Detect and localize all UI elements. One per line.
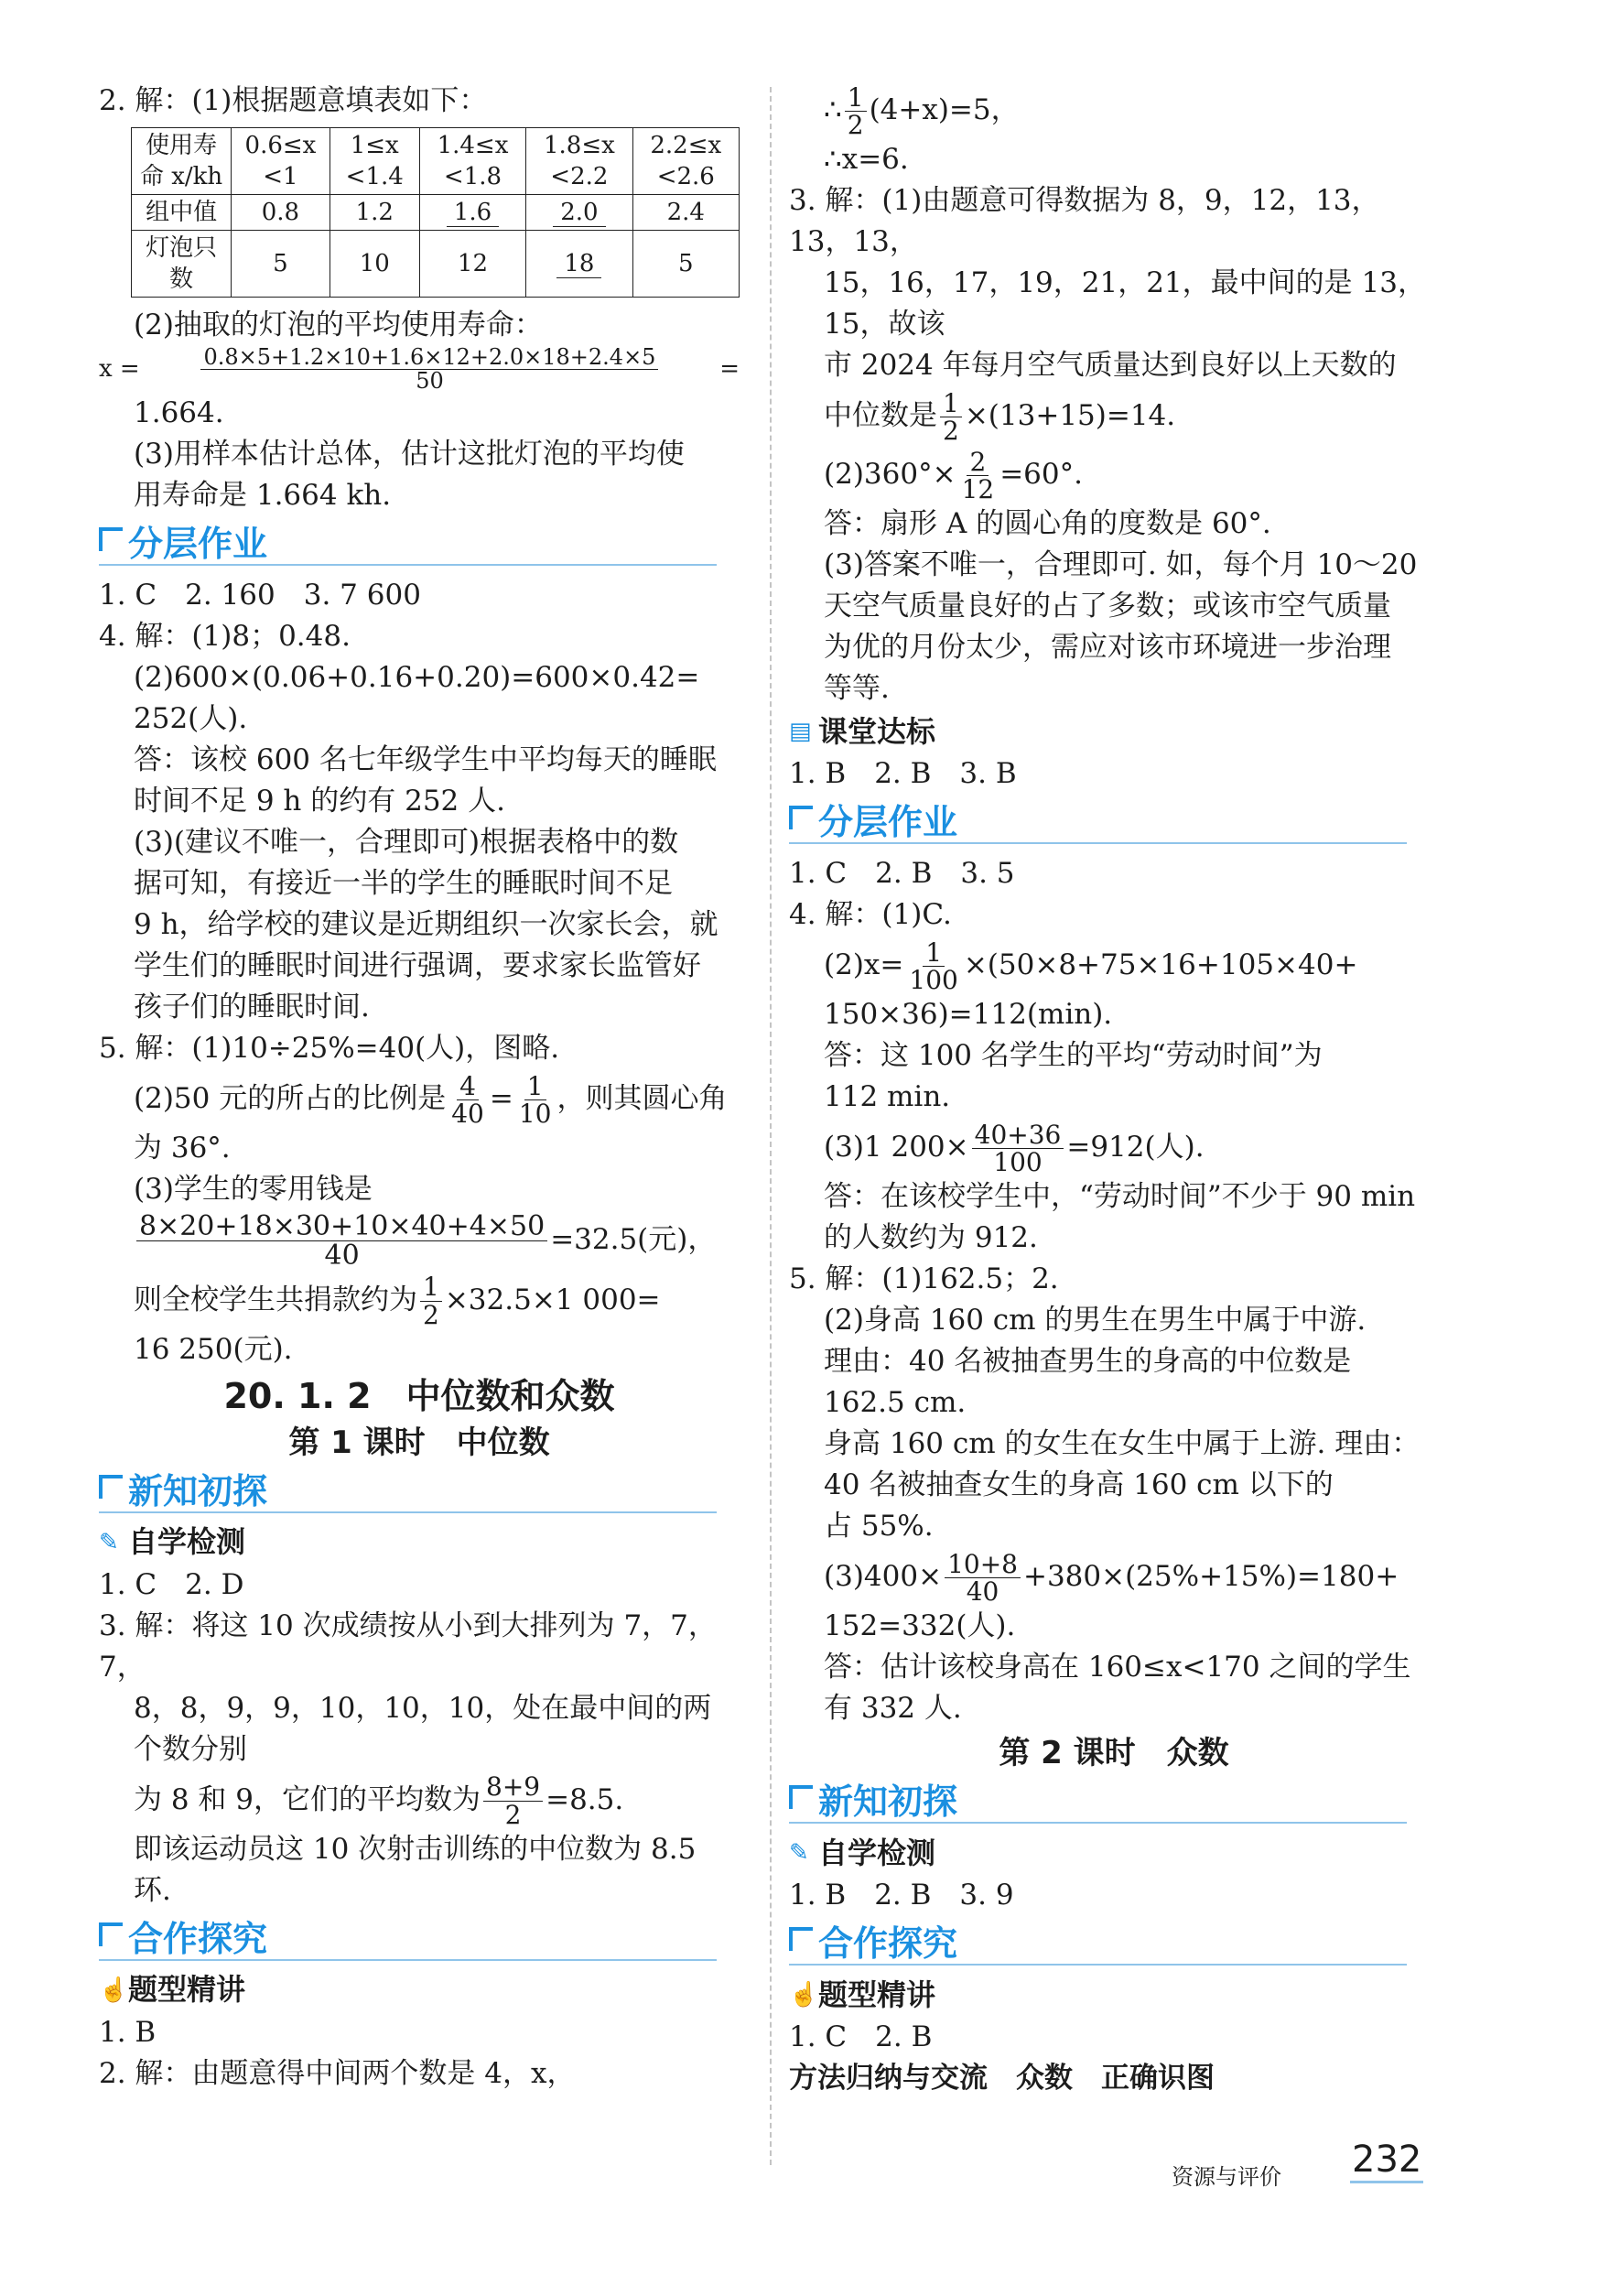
table-row [132,195,740,231]
section-heading [789,1920,1407,1966]
denominator: 2 [943,416,959,446]
text-line: 身高 160 cm 的女生在女生中属于上游. 理由： [824,1427,1421,1460]
text-line: 用寿命是 1.664 kh. [134,479,392,513]
table-cell: 组中值 [132,195,232,231]
text-line: (3)答案不唯一，合理即可. 如，每个月 10～20 [824,548,1418,581]
formula-line [99,1771,740,1829]
section-heading [99,520,717,566]
fraction [940,387,962,446]
text-line: 答：该校 600 名七年级学生中平均每天的睡眠 [134,743,717,777]
text-line: 2. 解：由题意得中间两个数是 4，x， [99,2056,576,2090]
text-line: 为 36°. [134,1132,231,1165]
text-line: (2)身高 160 cm 的男生在男生中属于中游. [824,1304,1367,1337]
table-cell: 灯泡只数 [132,231,232,298]
table-cell [526,195,632,231]
denominator: 2 [423,1299,439,1330]
footer-label: 资源与评价 [1172,2164,1281,2190]
right-column [789,81,1439,2099]
table-cell: 0.8 [232,195,330,231]
table-cell: 2.4 [632,195,739,231]
pencil-icon: ✎ [99,1528,119,1556]
column-divider [770,87,772,2165]
text-line: (2)抽取的灯泡的平均使用寿命： [134,309,543,341]
table-cell [419,195,525,231]
denominator: 10 [518,1099,552,1130]
fraction [959,446,998,504]
text-line: 天空气质量良好的占了多数；或该市空气质量 [824,590,1391,623]
text-line: 1.664. [134,396,224,430]
text-line: 150×36)=112(min). [824,998,1113,1031]
table-cell: 1≤x <1.4 [330,128,419,195]
fraction [420,1273,442,1328]
text-line: 4. 解：(1)C. [789,898,952,931]
formula-rhs: = [719,355,740,384]
text-line: 为优的月份太少，需应对该市环境进一步治理 [824,631,1391,664]
text-line: 16 250(元). [134,1332,293,1366]
corner-bracket-icon [789,1927,813,1951]
denominator: 2 [847,110,864,140]
table-cell: 5 [232,231,330,298]
text-span: (2)x= [824,948,904,981]
numerator: 1 [940,390,962,417]
text-span: (2)360°× [824,458,956,491]
subsection-heading [789,1975,1439,2015]
text-line: 40 名被抽查女生的身高 160 cm 以下的 [824,1468,1334,1501]
fraction [945,1548,1021,1607]
table-cell: 5 [632,231,739,298]
numerator: 10+8 [945,1551,1021,1578]
numerator: 1 [420,1273,442,1301]
fraction [136,1209,547,1273]
answer-line: 1. B 2. B 3. B [789,757,1017,790]
hand-icon: ☝ [789,1981,819,2009]
text-line: 答：扇形 A 的圆心角的度数是 60°. [824,507,1271,540]
numerator: 0.8×5+1.2×10+1.6×12+2.0×18+2.4×5 [200,346,658,370]
text-line: 理由：40 名被抽查男生的身高的中位数是 [824,1345,1352,1378]
text-span: 中位数是 [824,399,937,432]
left-column [99,81,740,2095]
denominator: 50 [416,368,444,395]
section-title: 分层作业 [128,524,268,565]
text-line: 的人数约为 912. [824,1221,1038,1254]
formula-line [789,936,1439,994]
text-line: 112 min. [824,1080,951,1113]
text-line: (2)600×(0.06+0.16+0.20)=600×0.42= [134,661,700,695]
corner-bracket-icon [99,1922,123,1946]
subsection-heading [99,1970,740,2010]
filled-answer: 2.0 [553,199,605,227]
corner-bracket-icon [99,527,123,551]
text-span: (4+x)=5， [869,93,1020,126]
text-span: =32.5(元)， [550,1223,717,1257]
subsection-title: 题型精讲 [128,1972,246,2008]
text-line: (3)学生的零用钱是 [134,1173,373,1207]
text-span: 则全校学生共捐款约为 [134,1283,417,1316]
formula-line [789,81,1439,139]
numerator: 2 [967,449,989,476]
table-cell: 2.2≤x <2.6 [632,128,739,195]
text-line: 9 h，给学校的建议是近期组织一次家长会，就 [134,908,718,942]
answer-line: 1. C 2. B 3. 5 [789,857,1015,890]
text-line: 等等. [824,672,890,705]
table-cell: 1.2 [330,195,419,231]
formula-line [99,1069,740,1128]
text-line: 8，8，9，9，10，10，10，处在最中间的两个数分别 [134,1691,712,1766]
fraction [972,1121,1064,1176]
text-span: (3)1 200× [824,1131,969,1164]
text-line: 15，16，17，19，21，21，最中间的是 13，15，故该 [824,266,1426,341]
text-line: (3)(建议不唯一，合理即可)根据表格中的数 [134,826,679,860]
corner-bracket-icon [789,806,813,829]
fraction [516,1070,555,1130]
text-line: 152=332(人). [824,1609,1016,1642]
text-line: 孩子们的睡眠时间. [134,991,370,1024]
fraction [483,1773,543,1828]
text-line: 占 55%. [824,1510,934,1543]
formula-line [789,445,1439,504]
text-line: 3. 解：将这 10 次成绩按从小到大排列为 7，7，7， [99,1608,717,1684]
text-line: 3. 解：(1)由题意可得数据为 8，9，12，13，13，13， [789,184,1380,258]
section-heading [789,1778,1407,1824]
text-line: 162.5 cm. [824,1386,967,1419]
answer-line: 1. C 2. D [99,1567,244,1601]
text-span: +380×(25%+15%)=180+ [1022,1560,1399,1593]
numerator: 1 [845,84,867,112]
text-line: 市 2024 年每月空气质量达到良好以上天数的 [824,349,1397,382]
subsection-heading [99,1522,740,1563]
subsection-title: 自学检测 [128,1524,246,1560]
text-line: 5. 解：(1)162.5；2. [789,1262,1059,1295]
lesson-subtitle: 第 1 课时 中位数 [288,1424,550,1461]
text-span: ，则其圆心角 [556,1082,728,1116]
denominator: 100 [993,1147,1043,1177]
text-line: 答：这 100 名学生的平均“劳动时间”为 [824,1039,1323,1072]
denominator: 40 [451,1099,484,1130]
subsection-title: 自学检测 [818,1835,936,1870]
lesson-subtitle: 第 2 课时 众数 [999,1735,1229,1771]
numerator: 4 [457,1073,479,1100]
text-span: =8.5. [546,1782,624,1816]
denominator: 12 [961,474,995,504]
text-line: 4. 解：(1)8；0.48. [99,620,351,654]
text-span: (2)50 元的所占的比例是 [134,1082,447,1116]
formula-lhs: x = [99,355,140,384]
numerator: 1 [524,1073,546,1100]
corner-bracket-icon [99,1475,123,1499]
answer-line: 1. C 2. B [789,2020,933,2053]
corner-bracket-icon [789,1785,813,1809]
table-cell: 12 [419,231,525,298]
section-heading [99,1915,717,1961]
numerator: 8×20+18×30+10×40+4×50 [136,1212,547,1242]
text-line: 252(人). [134,702,248,736]
section-title: 分层作业 [818,802,958,842]
page-number: 232 [1350,2139,1423,2183]
method-summary: 方法归纳与交流 众数 正确识图 [789,2062,1215,2095]
subsection-heading [789,711,1439,752]
lesson-title: 20. 1. 2 中位数和众数 [223,1375,615,1416]
formula-line [789,1118,1439,1176]
pencil-icon: ✎ [789,1839,809,1867]
text-line: 答：在该校学生中，“劳动时间”不少于 90 min [824,1180,1416,1213]
denominator: 40 [966,1576,999,1607]
text-span: = [489,1082,513,1116]
subsection-title: 课堂达标 [818,713,936,749]
table-cell [526,231,632,298]
text-span: ×(50×8+75×16+105×40+ [963,948,1358,981]
subsection-title: 题型精讲 [818,1977,936,2012]
fraction [845,81,867,140]
text-span: ×32.5×1 000= [444,1283,661,1316]
table-cell: 0.6≤x <1 [232,128,330,195]
filled-answer: 1.6 [447,199,499,227]
denominator: 2 [504,1799,522,1830]
text-span: (3)400× [824,1560,943,1593]
answer-line: 1. C 2. 160 3. 7 600 [99,579,421,612]
question-2-heading: 2. 解：(1)根据题意填表如下： [99,84,488,117]
formula-line [99,1210,740,1271]
formula-line [99,346,740,393]
section-heading [99,1467,717,1513]
answer-line: 1. B [99,2015,157,2049]
text-line: 据可知，有接近一半的学生的睡眠时间不足 [134,867,673,901]
formula-line [99,1271,740,1329]
hand-icon: ☝ [99,1976,129,2004]
text-span: =60°. [999,458,1083,491]
section-title: 合作探究 [128,1918,268,1959]
text-span: ×(13+15)=14. [964,399,1176,432]
text-line: ∴x=6. [824,143,909,176]
text-line: 时间不足 9 h 的约有 252 人. [134,785,505,818]
text-line: (3)用样本估计总体，估计这批灯泡的平均使 [134,438,685,471]
lifetime-table [131,127,740,298]
numerator: 1 [923,939,945,967]
text-span: 为 8 和 9，它们的平均数为 [134,1782,481,1816]
text-span: ∴ [824,93,842,126]
denominator: 100 [909,965,958,995]
section-title: 新知初探 [128,1470,268,1511]
answer-line: 1. B 2. B 3. 9 [789,1879,1014,1912]
section-title: 新知初探 [818,1782,958,1822]
text-line: 即该运动员这 10 次射击训练的中位数为 8.5 环. [134,1832,697,1907]
table-cell: 使用寿命 x/kh [132,128,232,195]
denominator: 40 [324,1240,360,1273]
formula-line [789,1547,1439,1606]
text-line: 5. 解：(1)10÷25%=40(人)，图略. [99,1032,560,1066]
text-line: 有 332 人. [824,1692,962,1725]
fraction [906,939,960,994]
book-icon: ▤ [789,718,812,745]
table-cell: 1.8≤x <2.2 [526,128,632,195]
text-span: =912(人). [1066,1131,1205,1164]
fraction [448,1070,487,1130]
text-line: 答：估计该校身高在 160≤x<170 之间的学生 [824,1651,1411,1684]
text-line: 学生们的睡眠时间进行强调，要求家长监管好 [134,949,701,983]
filled-answer: 18 [556,250,601,278]
section-title: 合作探究 [818,1923,958,1964]
numerator: 8+9 [483,1773,543,1801]
section-heading [789,798,1407,844]
numerator: 40+36 [972,1121,1064,1149]
table-cell: 1.4≤x <1.8 [419,128,525,195]
formula-line [789,386,1439,445]
fraction [200,346,658,393]
subsection-heading [789,1833,1439,1873]
table-cell: 10 [330,231,419,298]
table-row [132,231,740,298]
table-row [132,128,740,195]
